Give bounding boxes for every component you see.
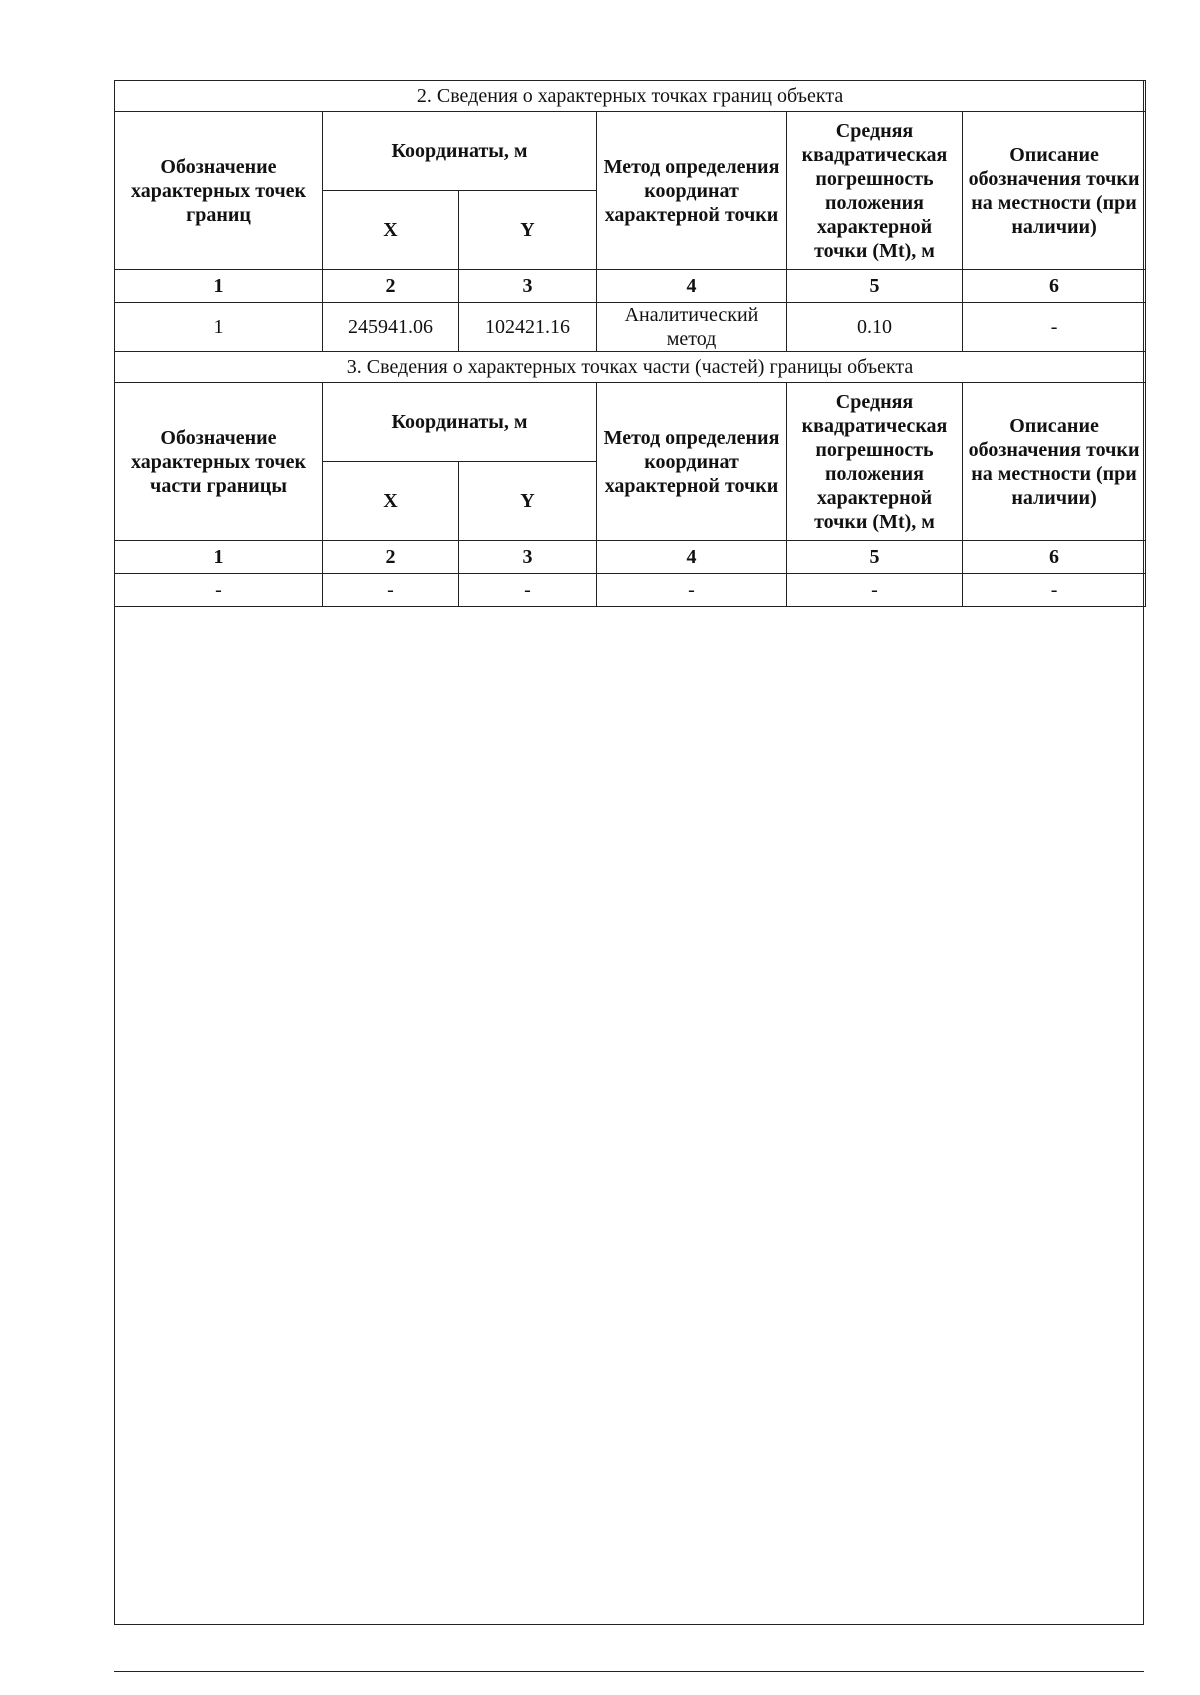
section2-header-designation: Обозначение характерных точек границ bbox=[115, 112, 323, 270]
section3-column-numbers-row bbox=[115, 541, 1146, 574]
section3-header-designation: Обозначение характерных точек части границы bbox=[115, 383, 323, 541]
section3-header-row bbox=[115, 383, 1146, 462]
column-number: 3 bbox=[459, 541, 597, 574]
section3-title-row bbox=[115, 352, 1146, 383]
section2-header-row bbox=[115, 112, 1146, 191]
column-number: 1 bbox=[115, 270, 323, 303]
section2-header-method: Метод определения координат характерной точки bbox=[597, 112, 787, 270]
cell-error: - bbox=[787, 574, 963, 607]
column-number: 5 bbox=[787, 270, 963, 303]
section2-header-description: Описание обозначения точки на местности (при наличии) bbox=[963, 112, 1146, 270]
cell-y: 102421.16 bbox=[459, 303, 597, 352]
cell-point: 1 bbox=[115, 303, 323, 352]
column-number: 4 bbox=[597, 541, 787, 574]
section3-header-y: Y bbox=[459, 462, 597, 541]
section2-header-y: Y bbox=[459, 191, 597, 270]
cell-y: - bbox=[459, 574, 597, 607]
column-number: 1 bbox=[115, 541, 323, 574]
footer-divider bbox=[114, 1671, 1144, 1672]
section3-header-method: Метод определения координат характерной точки bbox=[597, 383, 787, 541]
cell-point: - bbox=[115, 574, 323, 607]
section2-title: 2. Сведения о характерных точках границ объекта bbox=[115, 81, 1146, 112]
column-number: 2 bbox=[323, 541, 459, 574]
column-number: 4 bbox=[597, 270, 787, 303]
boundary-points-table bbox=[114, 80, 1146, 607]
section3-header-x: X bbox=[323, 462, 459, 541]
cell-method: - bbox=[597, 574, 787, 607]
section2-title-row bbox=[115, 81, 1146, 112]
cell-error: 0.10 bbox=[787, 303, 963, 352]
section3-header-description: Описание обозначения точки на местности (при наличии) bbox=[963, 383, 1146, 541]
column-number: 3 bbox=[459, 270, 597, 303]
cell-description: - bbox=[963, 574, 1146, 607]
section2-header-coordinates: Координаты, м bbox=[323, 112, 597, 191]
table-row bbox=[115, 303, 1146, 352]
cell-method: Аналитический метод bbox=[597, 303, 787, 352]
section2-header-error: Средняя квадратическая погрешность положения характерной точки (Mt), м bbox=[787, 112, 963, 270]
section2-header-x: X bbox=[323, 191, 459, 270]
section3-title: 3. Сведения о характерных точках части (частей) границы объекта bbox=[115, 352, 1146, 383]
column-number: 5 bbox=[787, 541, 963, 574]
section3-header-coordinates: Координаты, м bbox=[323, 383, 597, 462]
cell-x: 245941.06 bbox=[323, 303, 459, 352]
table-row bbox=[115, 574, 1146, 607]
section2-column-numbers-row bbox=[115, 270, 1146, 303]
column-number: 6 bbox=[963, 270, 1146, 303]
column-number: 2 bbox=[323, 270, 459, 303]
cell-description: - bbox=[963, 303, 1146, 352]
column-number: 6 bbox=[963, 541, 1146, 574]
section3-header-error: Средняя квадратическая погрешность положения характерной точки (Mt), м bbox=[787, 383, 963, 541]
cell-x: - bbox=[323, 574, 459, 607]
